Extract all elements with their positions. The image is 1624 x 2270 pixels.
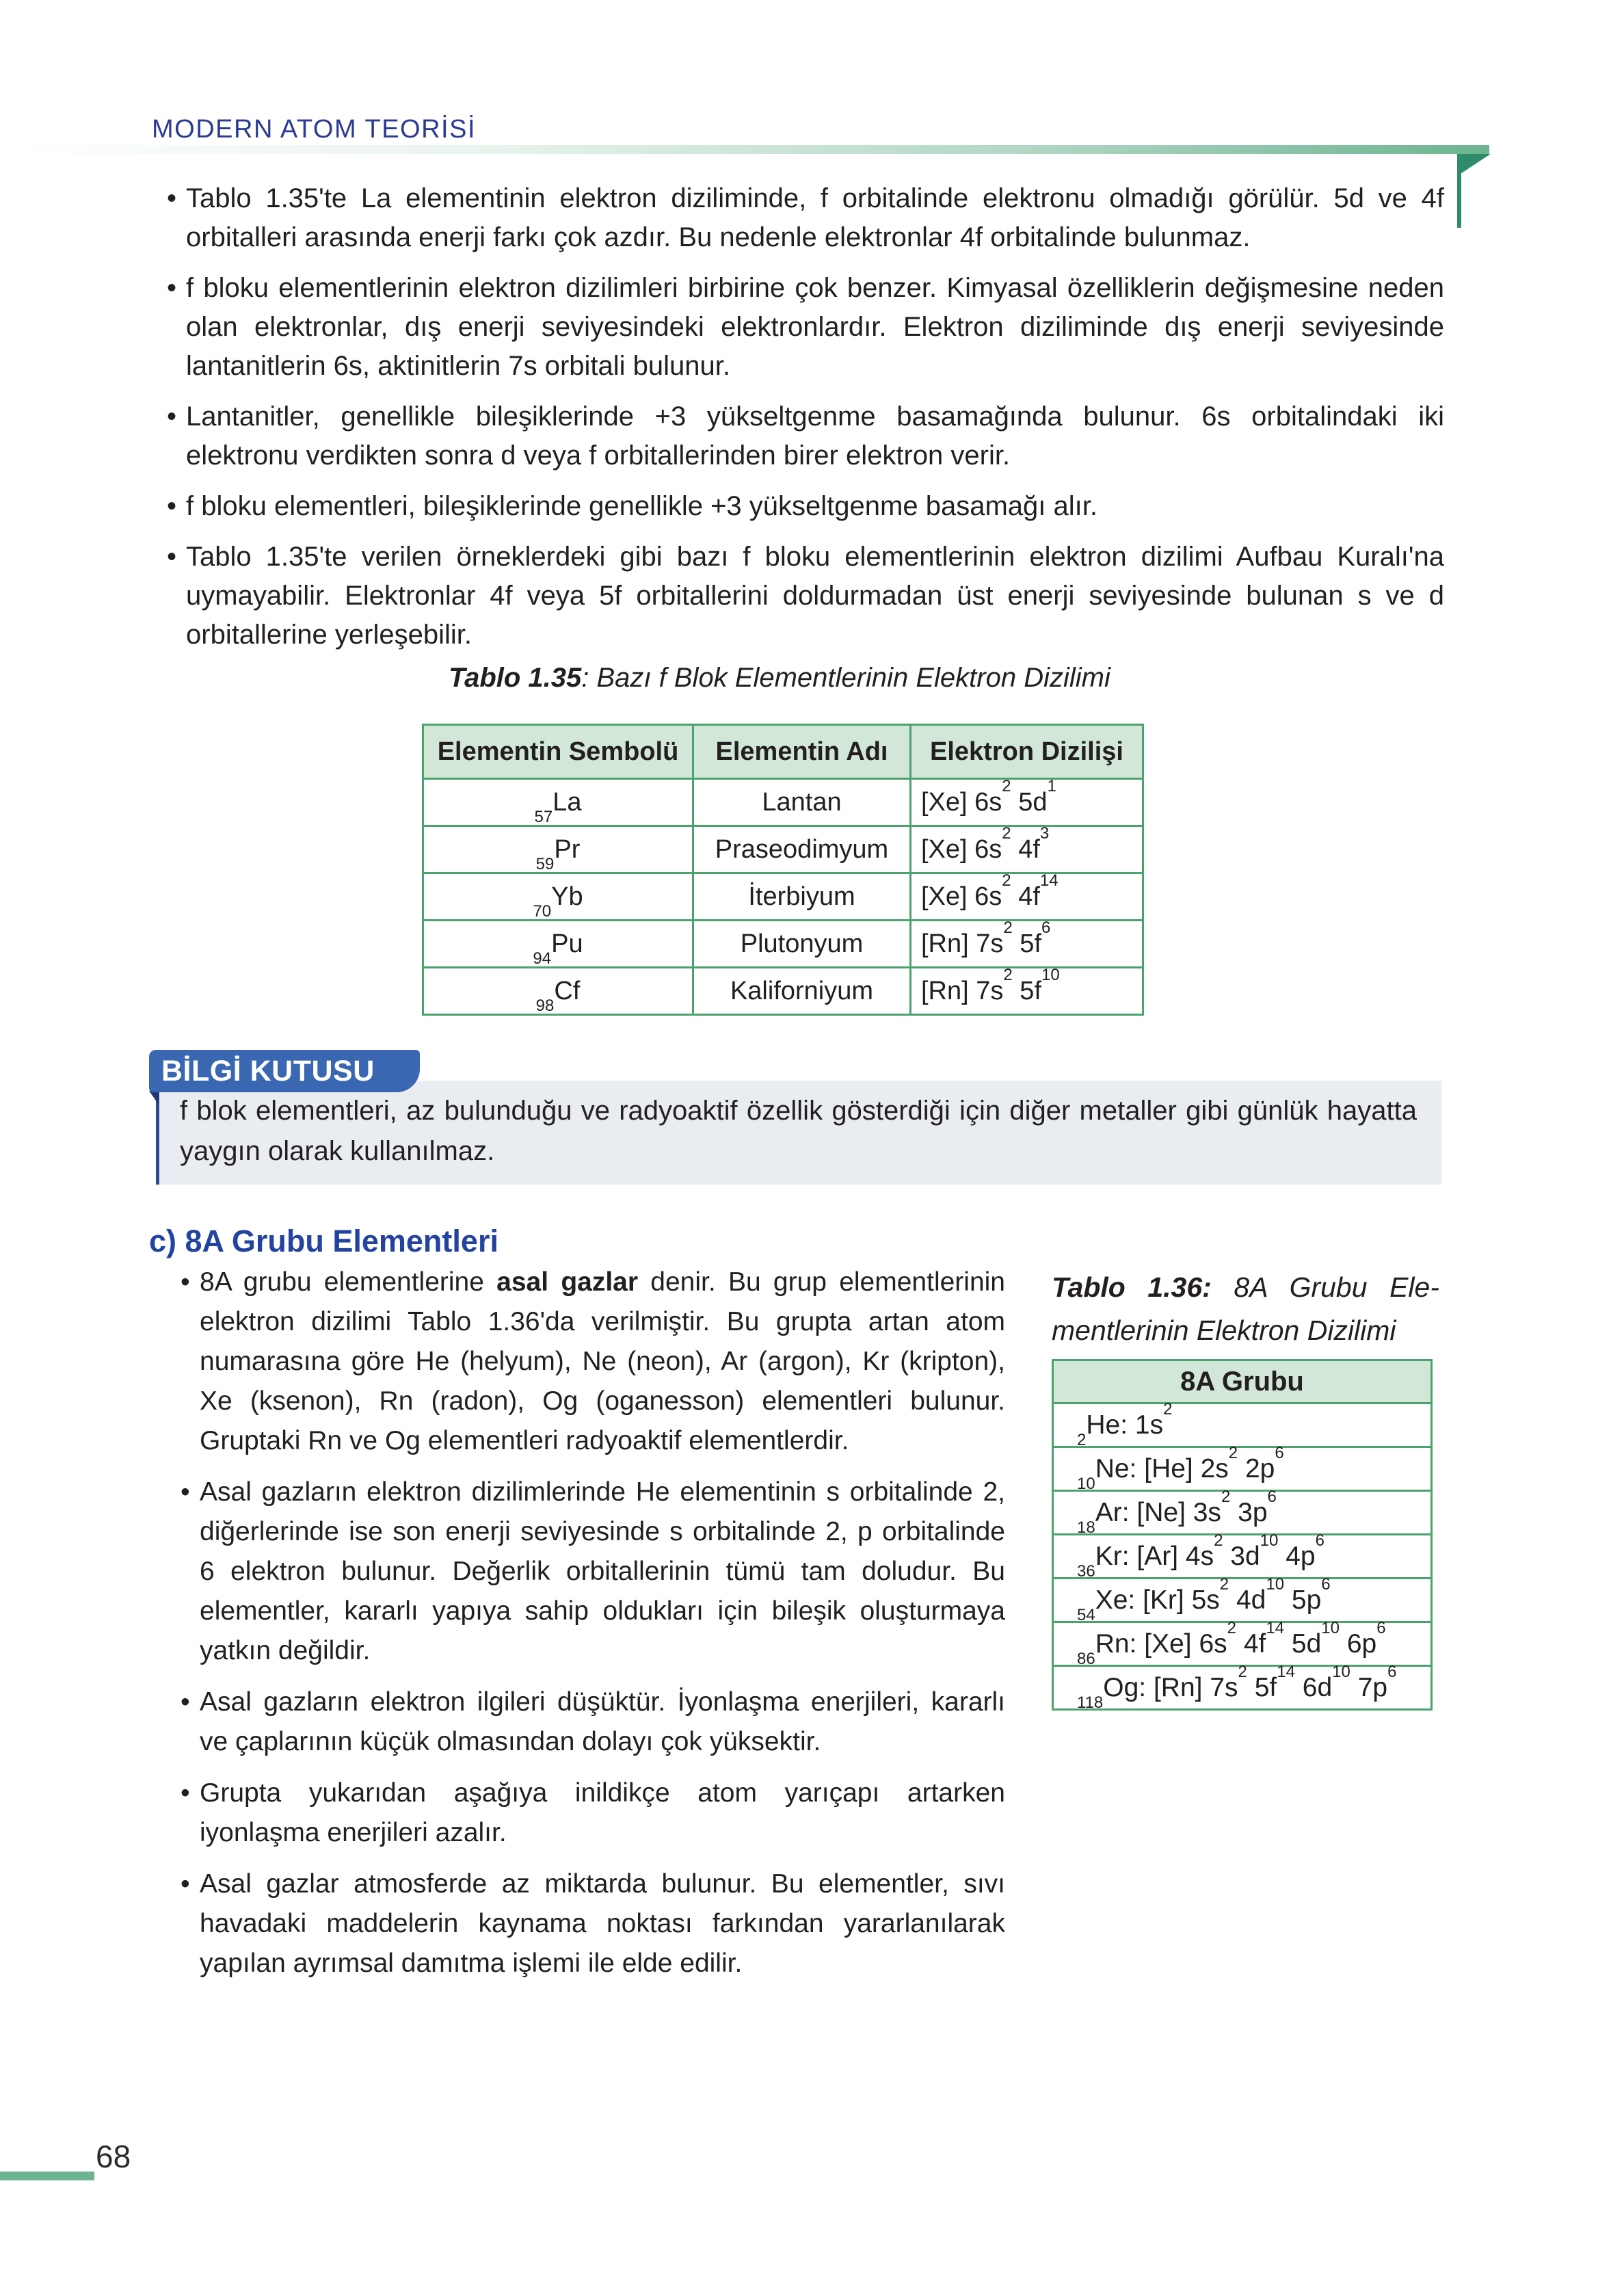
element-name-cell: Plutonyum xyxy=(693,921,911,968)
element-name-cell: Kaliforniyum xyxy=(693,968,911,1015)
table135-column-header: Elektron Dizilişi xyxy=(911,725,1143,779)
table-row xyxy=(423,873,1143,921)
table-row xyxy=(423,826,1143,873)
electron-config-cell: [Xe] $6s^2$ $4f^3$ xyxy=(911,826,1143,873)
info-box-ribbon: BİLGİ KUTUSU xyxy=(149,1050,420,1092)
table135-caption: Tablo 1.35: Bazı f Blok Elementlerinin Elektron Dizilimi xyxy=(449,663,1110,693)
bullet-item xyxy=(179,1473,1005,1671)
bullet-item xyxy=(165,179,1444,257)
table-row xyxy=(423,921,1143,968)
noble-gases-table xyxy=(1052,1359,1433,1711)
info-box xyxy=(156,1081,1441,1185)
bullet-item xyxy=(179,1682,1005,1762)
bullet-item xyxy=(179,1263,1005,1461)
bullet-dot: • xyxy=(181,1687,190,1717)
electron-config-cell: $_{10}$Ne: [He] $2s^2$ $2p^6$ xyxy=(1053,1447,1432,1491)
bullet-item xyxy=(179,1864,1005,1983)
bullet-text: Grupta yukarıdan aşağıya inildikçe atom yarıçapı artarken iyonlaşma enerjileri azalır. xyxy=(200,1778,1005,1847)
electron-config-cell: $_{36}$Kr: [Ar] $4s^2$ $3d^{10}$ $4p^6$ xyxy=(1053,1535,1432,1579)
element-name-cell: Praseodimyum xyxy=(693,826,911,873)
table136-body xyxy=(1053,1399,1432,1713)
bullet-item xyxy=(165,538,1444,655)
bullet-item xyxy=(165,397,1444,475)
bullet-item xyxy=(165,269,1444,386)
electron-config-cell: $_{54}$Xe: [Kr] $5s^2$ $4d^{10}$ $5p^6$ xyxy=(1053,1579,1432,1622)
bullet-dot: • xyxy=(181,1778,190,1808)
bullet-item xyxy=(165,487,1444,526)
corner-triangle-decoration xyxy=(1459,154,1491,175)
table-row xyxy=(1053,1666,1432,1710)
table135-body xyxy=(423,776,1143,1016)
table135-column-header: Elementin Adı xyxy=(693,725,911,779)
table-row xyxy=(1053,1403,1432,1447)
element-symbol-cell: $_{59}$Pr xyxy=(423,826,693,873)
bullet-dot: • xyxy=(167,542,177,572)
section-c-bullet-list xyxy=(179,1263,1005,1995)
bullet-item xyxy=(179,1773,1005,1853)
bullet-dot: • xyxy=(181,1267,190,1297)
electron-config-cell: $_{18}$Ar: [Ne] $3s^2$ $3p^6$ xyxy=(1053,1491,1432,1535)
electron-config-cell: [Xe] $6s^2$ $4f^{14}$ xyxy=(911,873,1143,921)
page-number: 68 xyxy=(96,2139,131,2174)
element-name-cell: İterbiyum xyxy=(693,873,911,921)
bullet-dot: • xyxy=(181,1477,190,1507)
info-box-text: f blok elementleri, az bulunduğu ve radyoaktif özellik gösterdiği için diğer metaller gibi günlük hayatta yaygın olarak kullanılmaz. xyxy=(180,1096,1417,1166)
element-name-cell: Lantan xyxy=(693,779,911,826)
table-row xyxy=(1053,1535,1432,1579)
electron-config-cell: $_2$He: $1s^2$ xyxy=(1053,1403,1432,1447)
bullet-text: f bloku elementlerinin elektron dizilimleri birbirine çok benzer. Kimyasal özelliklerin değişmesine neden olan elektronlar, dış enerji seviyesindeki elektronlardır. Elektron diziliminde dış enerji seviyesinde lantanitlerin 6s, aktinitlerin 7s orbitali bulunur. xyxy=(186,273,1444,381)
element-symbol-cell: $_{98}$Cf xyxy=(423,968,693,1015)
footer-green-bar xyxy=(0,2172,94,2180)
table-row xyxy=(1053,1622,1432,1666)
section-c-heading: c) 8A Grubu Elementleri xyxy=(149,1224,498,1258)
electron-config-cell: $_{86}$Rn: [Xe] $6s^2$ $4f^{14}$ $5d^{10}$ $6p^6$ xyxy=(1053,1622,1432,1666)
table136-caption xyxy=(1052,1266,1439,1352)
f-block-elements-table xyxy=(422,724,1144,1016)
table-row xyxy=(423,779,1143,826)
bullet-dot: • xyxy=(167,273,177,303)
table135-header-row xyxy=(423,725,1143,779)
table136-header: 8A Grubu xyxy=(1053,1360,1432,1403)
table135-column-header: Elementin Sembolü xyxy=(423,725,693,779)
bullet-dot: • xyxy=(167,491,177,521)
bullet-text: f bloku elementleri, bileşiklerinde genellikle +3 yükseltgenme basamağı alır. xyxy=(186,491,1097,521)
table136-caption-line2: mentlerinin Elektron Dizilimi xyxy=(1052,1315,1396,1346)
corner-line-decoration xyxy=(1457,154,1461,228)
element-symbol-cell: $_{94}$Pu xyxy=(423,921,693,968)
electron-config-cell: $_{118}$Og: [Rn] $7s^2$ $5f^{14}$ $6d^{10}$ $7p^6$ xyxy=(1053,1666,1432,1710)
bullet-text: Asal gazların elektron ilgileri düşüktür. İyonlaşma enerjileri, kararlı ve çaplarının küçük olmasından dolayı çok yüksektir. xyxy=(200,1687,1005,1756)
intro-bullet-list xyxy=(165,179,1444,666)
table136-caption-line1: Tablo 1.36: 8A Grubu Ele- xyxy=(1052,1271,1439,1303)
bullet-dot: • xyxy=(167,183,177,213)
bullet-text: Asal gazlar atmosferde az miktarda bulunur. Bu elementler, sıvı havadaki maddelerin kaynama noktası farkından yararlanılarak yapılan ayrımsal damıtma işlemi ile elde edilir. xyxy=(200,1869,1005,1978)
bullet-text: Asal gazların elektron dizilimlerinde He elementinin s orbitalinde 2, diğerlerinde ise son enerji seviyesinde s orbitalinde 2, p orbitalinde 6 elektron bulunur. Değerlik orbitallerinin tümü tam doludur. Bu elementler, kararlı yapıya sahip oldukları için bileşik oluşturmaya yatkın değildir. xyxy=(200,1477,1005,1665)
header-gradient-band xyxy=(34,145,1489,154)
electron-config-cell: [Rn] $7s^2$ $5f^{10}$ xyxy=(911,968,1143,1015)
bullet-text: 8A grubu elementlerine asal gazlar denir. Bu grup elementlerinin elektron dizilimi Tablo 1.36'da verilmiştir. Bu grupta artan atom numarasına göre He (helyum), Ne (neon), Ar (argon), Kr (kripton), Xe (ksenon), Rn (radon), Og (oganesson) elementleri bulunur. Gruptaki Rn ve Og elementleri radyoaktif elementlerdir. xyxy=(200,1267,1005,1455)
electron-config-cell: [Xe] $6s^2$ $5d^1$ xyxy=(911,779,1143,826)
bullet-text: Lantanitler, genellikle bileşiklerinde +3 yükseltgenme basamağında bulunur. 6s orbitalindaki iki elektronu verdikten sonra d veya f orbitallerinden birer elektron verir. xyxy=(186,401,1444,471)
electron-config-cell: [Rn] $7s^2$ $5f^6$ xyxy=(911,921,1143,968)
bullet-text: Tablo 1.35'te La elementinin elektron diziliminde, f orbitalinde elektronu olmadığı görülür. 5d ve 4f orbitalleri arasında enerji farkı çok azdır. Bu nedenle elektronlar 4f orbitalinde bulunmaz. xyxy=(186,183,1444,252)
table-row xyxy=(1053,1447,1432,1491)
bullet-dot: • xyxy=(167,401,177,432)
element-symbol-cell: $_{57}$La xyxy=(423,779,693,826)
element-symbol-cell: $_{70}$Yb xyxy=(423,873,693,921)
table-row xyxy=(1053,1579,1432,1622)
page-header-title: MODERN ATOM TEORİSİ xyxy=(152,115,476,144)
bullet-text: Tablo 1.35'te verilen örneklerdeki gibi bazı f bloku elementlerinin elektron dizilimi Aufbau Kuralı'na uymayabilir. Elektronlar 4f veya 5f orbitallerini doldurmadan üst enerji seviyesinde bulunan s ve d orbitallerine yerleşebilir. xyxy=(186,542,1444,650)
bullet-dot: • xyxy=(181,1869,190,1899)
table-row xyxy=(423,968,1143,1015)
table-row xyxy=(1053,1491,1432,1535)
